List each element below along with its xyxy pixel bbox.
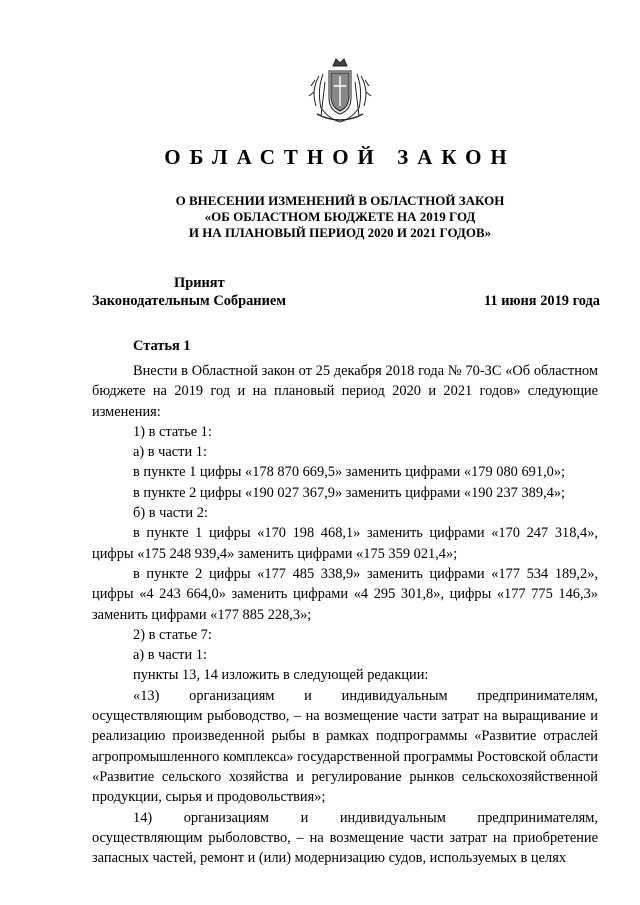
subtitle-line: И НА ПЛАНОВЫЙ ПЕРИОД 2020 И 2021 ГОДОВ»: [188, 225, 492, 240]
paragraph: 2) в статье 7:: [133, 626, 212, 643]
adopted-label: Принят: [174, 275, 225, 291]
paragraph: в пункте 1 цифры «178 870 669,5» заменить цифрами «179 080 691,0»;: [133, 464, 566, 481]
paragraph: пункты 13, 14 изложить в следующей редакции:: [133, 667, 429, 684]
adoption-date: 11 июня 2019 года: [484, 293, 600, 309]
paragraph: Внести в Областной закон от 25 декабря 2018 года № 70-ЗС «Об областном бюджете на 2019 год и на плановый период 2020 и 2021 годов» следующие изменения:: [92, 363, 598, 420]
paragraph: в пункте 1 цифры «170 198 468,1» заменить цифрами «170 247 318,4», цифры «175 248 939,4» заменить цифрами «175 359 021,4»;: [92, 525, 598, 562]
subtitle-line: О ВНЕСЕНИИ ИЗМЕНЕНИЙ В ОБЛАСТНОЙ ЗАКОН: [175, 193, 505, 208]
paragraph: а) в части 1:: [133, 444, 207, 461]
adopted-by: Законодательным Собранием: [92, 293, 287, 309]
paragraph: в пункте 2 цифры «190 027 367,9» заменить цифрами «190 237 389,4»;: [133, 484, 566, 501]
article-body: [92, 361, 598, 868]
adoption-block: [92, 274, 286, 310]
paragraph: 14) организациям и индивидуальным предпринимателям, осуществляющим рыболовство, – на возмещение части затрат на приобретение запасных частей, ремонт и (или) модернизацию судов, используемых в целях: [92, 809, 598, 867]
paragraph: 1) в статье 1:: [133, 423, 212, 440]
paragraph: б) в части 2:: [133, 505, 208, 522]
paragraph: в пункте 2 цифры «177 485 338,9» заменить цифрами «177 534 189,2», цифры «4 243 664,0» заменить цифрами «4 295 301,8», цифры «177 775 146,3» заменить цифрами «177 885 228,3»;: [92, 565, 598, 623]
article-heading: Статья 1: [133, 338, 191, 354]
coat-of-arms-icon: [307, 56, 373, 124]
paragraph: а) в части 1:: [133, 647, 207, 664]
subtitle-line: «ОБ ОБЛАСТНОМ БЮДЖЕТЕ НА 2019 ГОД: [204, 209, 476, 224]
paragraph: «13) организациям и индивидуальным предпринимателям, осуществляющим рыбоводство, – на возмещение части затрат на выращивание и реализацию произведенной рыбы в рамках подпрограммы «Развитие отраслей агропромышленного комплекса» государственной программы Ростовской области «Развитие сельского хозяйства и регулирование рынков сельскохозяйственной продукции, сырья и продовольствия»;: [92, 687, 598, 806]
law-title: ОБЛАСТНОЙ ЗАКОН: [164, 145, 516, 169]
law-subtitle: [0, 193, 640, 241]
